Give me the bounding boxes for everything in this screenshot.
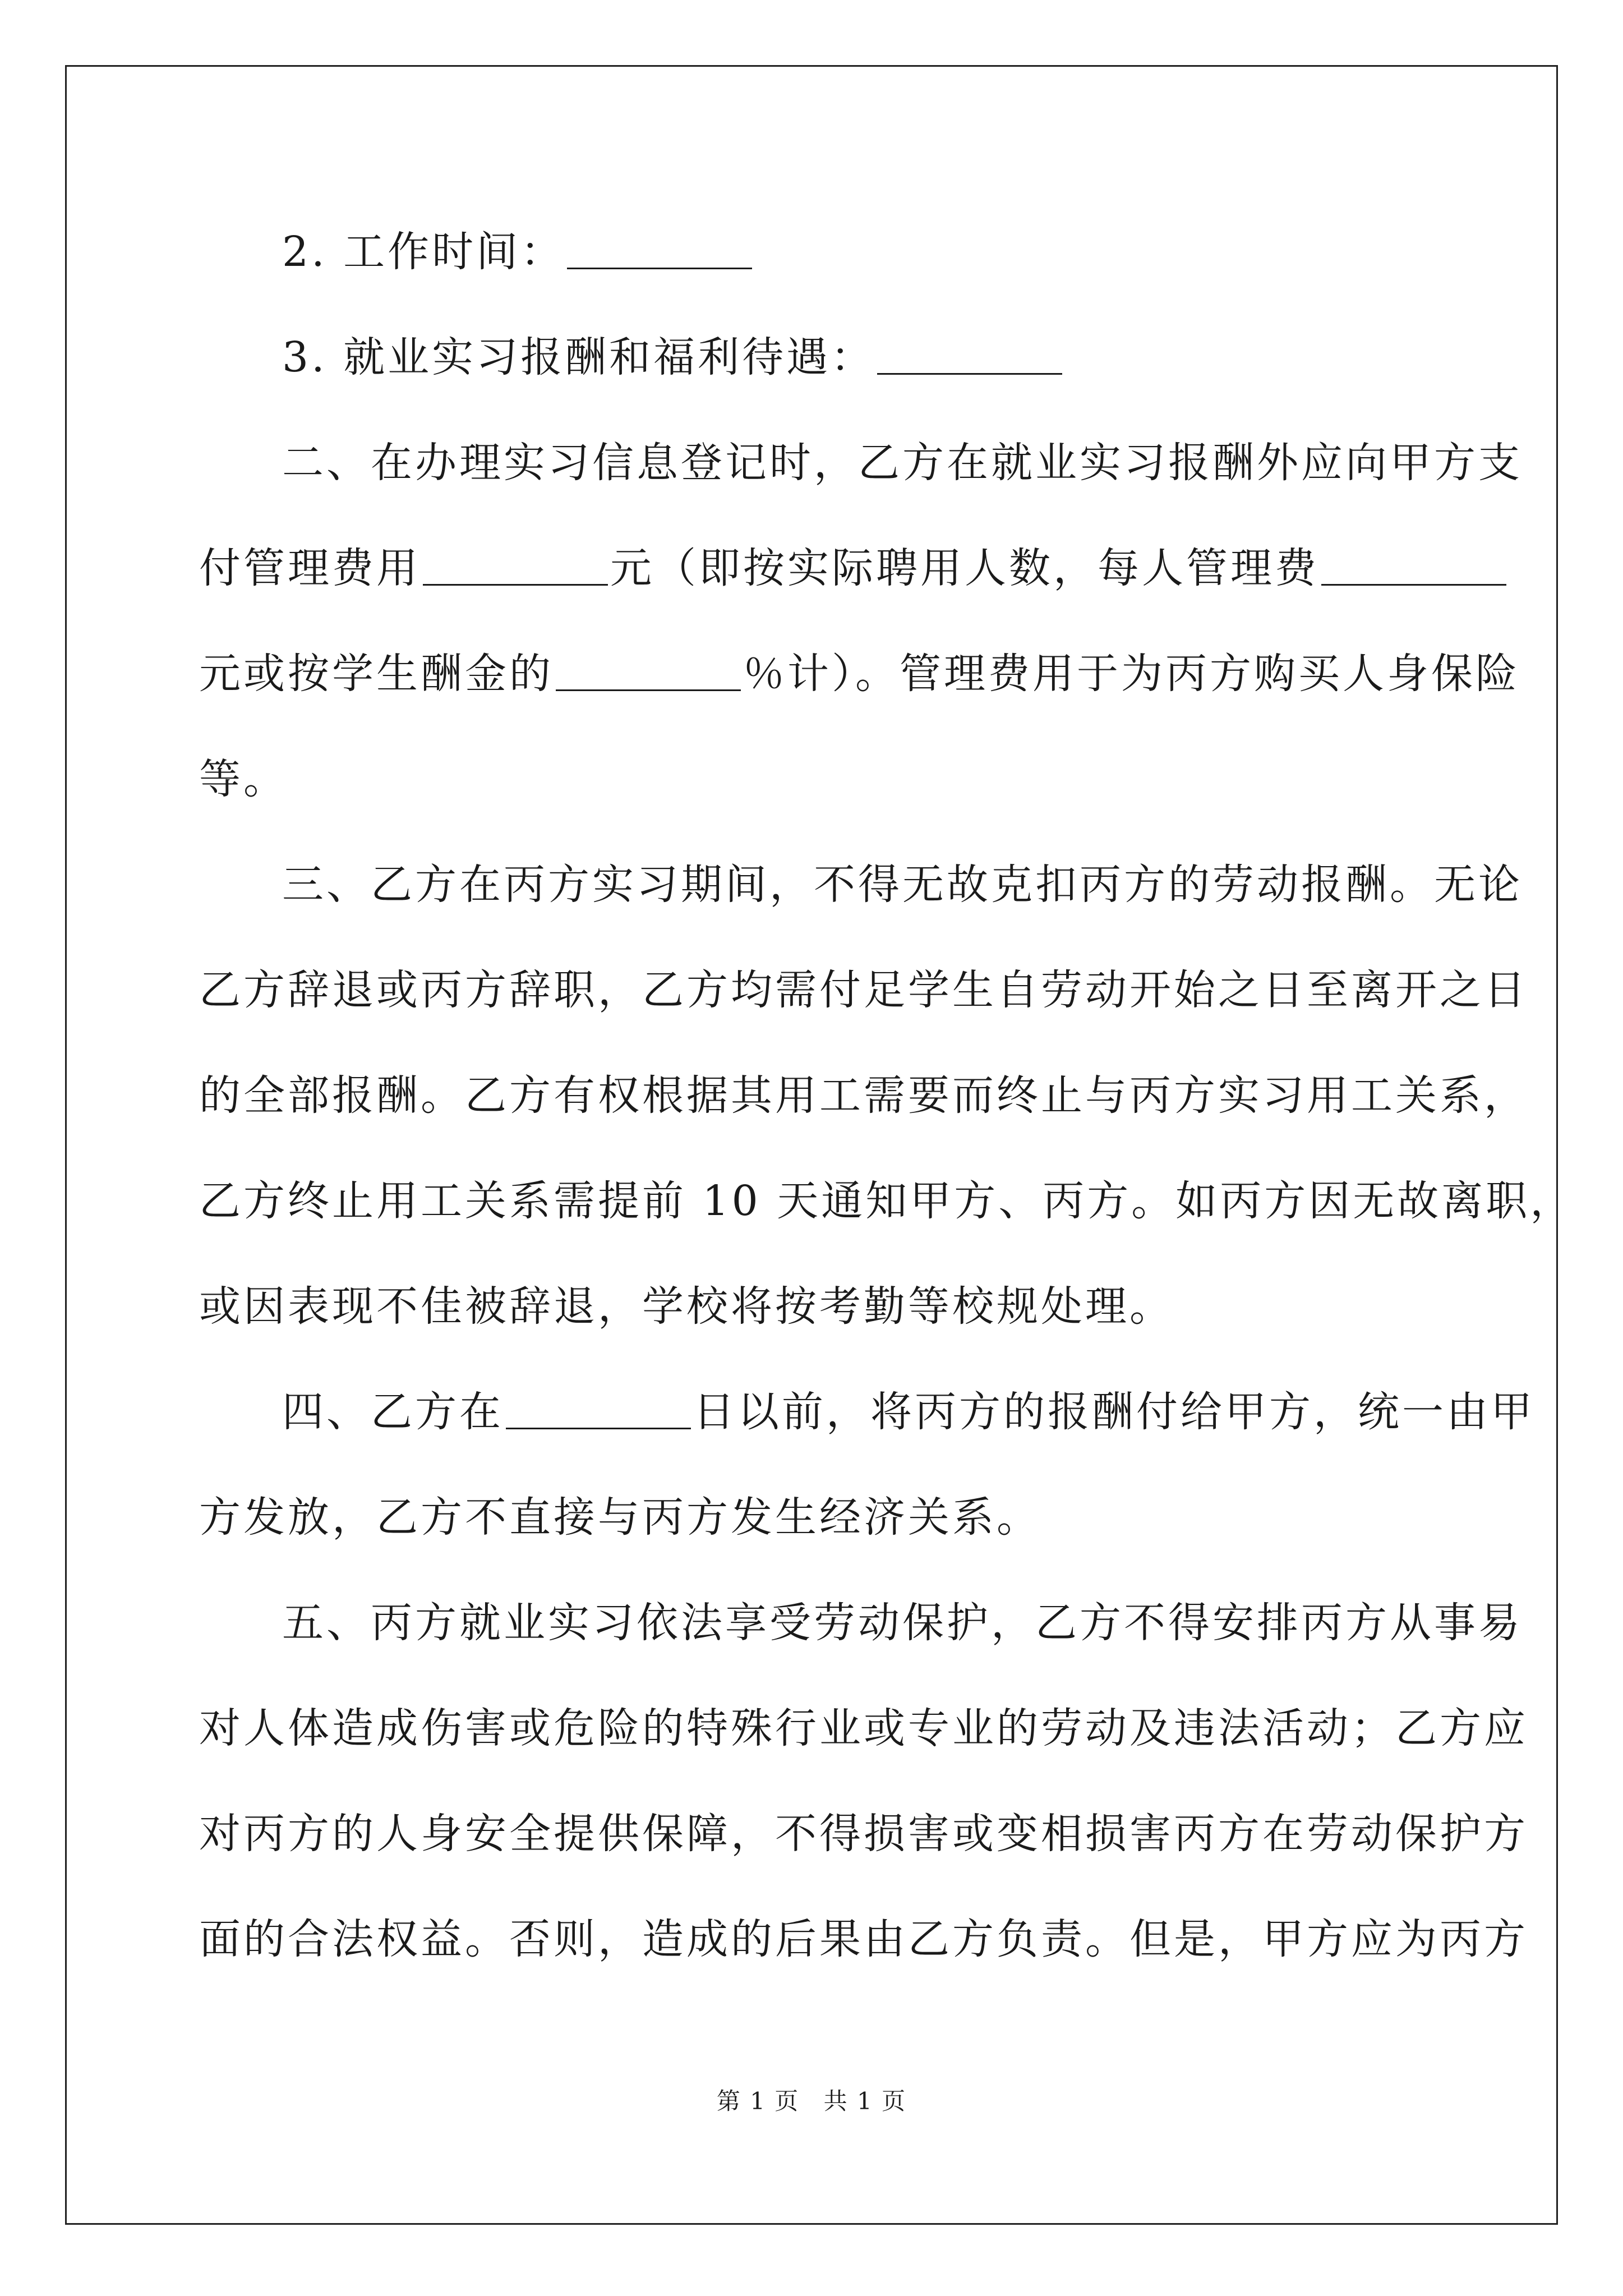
line-text: 五、丙方就业实习依法享受劳动保护，乙方不得安排丙方从事易 (282, 1599, 1523, 1647)
fill-blank[interactable] (506, 1392, 691, 1429)
clause-five-line-4 (199, 1887, 1528, 1992)
line-remuneration (199, 305, 1427, 410)
document-body (199, 199, 1575, 1992)
clause-three-line-1 (199, 832, 1523, 937)
clause-five-line-2 (199, 1676, 1528, 1781)
clause-three-line-5 (199, 1254, 1427, 1359)
line-text: 3. 就业实习报酬和福利待遇： (282, 333, 875, 381)
line-text: 四、乙方在 (282, 1388, 504, 1436)
line-text: 的全部报酬。乙方有权根据其用工需要而终止与丙方实习用工关系， (199, 1071, 1528, 1120)
clause-two-line-2 (199, 516, 1427, 621)
line-text: 等。 (199, 755, 288, 803)
line-text: 方发放，乙方不直接与丙方发生经济关系。 (199, 1493, 1041, 1542)
clause-three-line-2 (199, 937, 1528, 1043)
line-work-hours (199, 199, 1427, 305)
line-text: 或因表现不佳被辞退，学校将按考勤等校规处理。 (199, 1282, 1174, 1331)
line-text: 元（即按实际聘用人数，每人管理费 (610, 544, 1319, 592)
page-footer (0, 2083, 1623, 2116)
line-text: 对丙方的人身安全提供保障，不得损害或变相损害丙方在劳动保护方 (199, 1810, 1528, 1858)
line-text: 对人体造成伤害或危险的特殊行业或专业的劳动及违法活动；乙方应 (199, 1704, 1528, 1752)
clause-three-line-3 (199, 1043, 1528, 1148)
clause-two-line-1 (199, 410, 1523, 516)
clause-four-line-2 (199, 1465, 1427, 1570)
fill-blank[interactable] (1321, 548, 1506, 586)
fill-blank[interactable] (567, 232, 752, 269)
line-text: ％计）。管理费用于为丙方购买人身保险 (743, 650, 1520, 698)
clause-four-line-1 (199, 1359, 1535, 1465)
clause-five-line-1 (199, 1570, 1523, 1676)
fill-blank[interactable] (423, 548, 608, 586)
clause-five-line-3 (199, 1781, 1528, 1887)
line-text: 元或按学生酬金的 (199, 650, 554, 698)
fill-blank[interactable] (877, 337, 1062, 375)
line-text: 2. 工作时间： (282, 228, 565, 276)
page-number: 第 1 页 (716, 2087, 800, 2115)
line-text: 乙方终止用工关系需提前 10 天通知甲方、丙方。如丙方因无故离职， (199, 1177, 1575, 1225)
clause-two-line-4 (199, 726, 1427, 832)
line-text: 乙方辞退或丙方辞职，乙方均需付足学生自劳动开始之日至离开之日 (199, 966, 1528, 1014)
clause-three-line-4 (199, 1148, 1575, 1254)
line-text: 日以前，将丙方的报酬付给甲方，统一由甲 (693, 1388, 1535, 1436)
line-text: 付管理费用 (199, 544, 421, 592)
line-text: 面的合法权益。否则，造成的后果由乙方负责。但是，甲方应为丙方 (199, 1915, 1528, 1963)
fill-blank[interactable] (556, 654, 741, 691)
line-text: 二、在办理实习信息登记时，乙方在就业实习报酬外应向甲方支 (282, 439, 1523, 487)
page-total: 共 1 页 (823, 2087, 907, 2115)
clause-two-line-3 (199, 621, 1520, 726)
line-text: 三、乙方在丙方实习期间，不得无故克扣丙方的劳动报酬。无论 (282, 861, 1523, 909)
